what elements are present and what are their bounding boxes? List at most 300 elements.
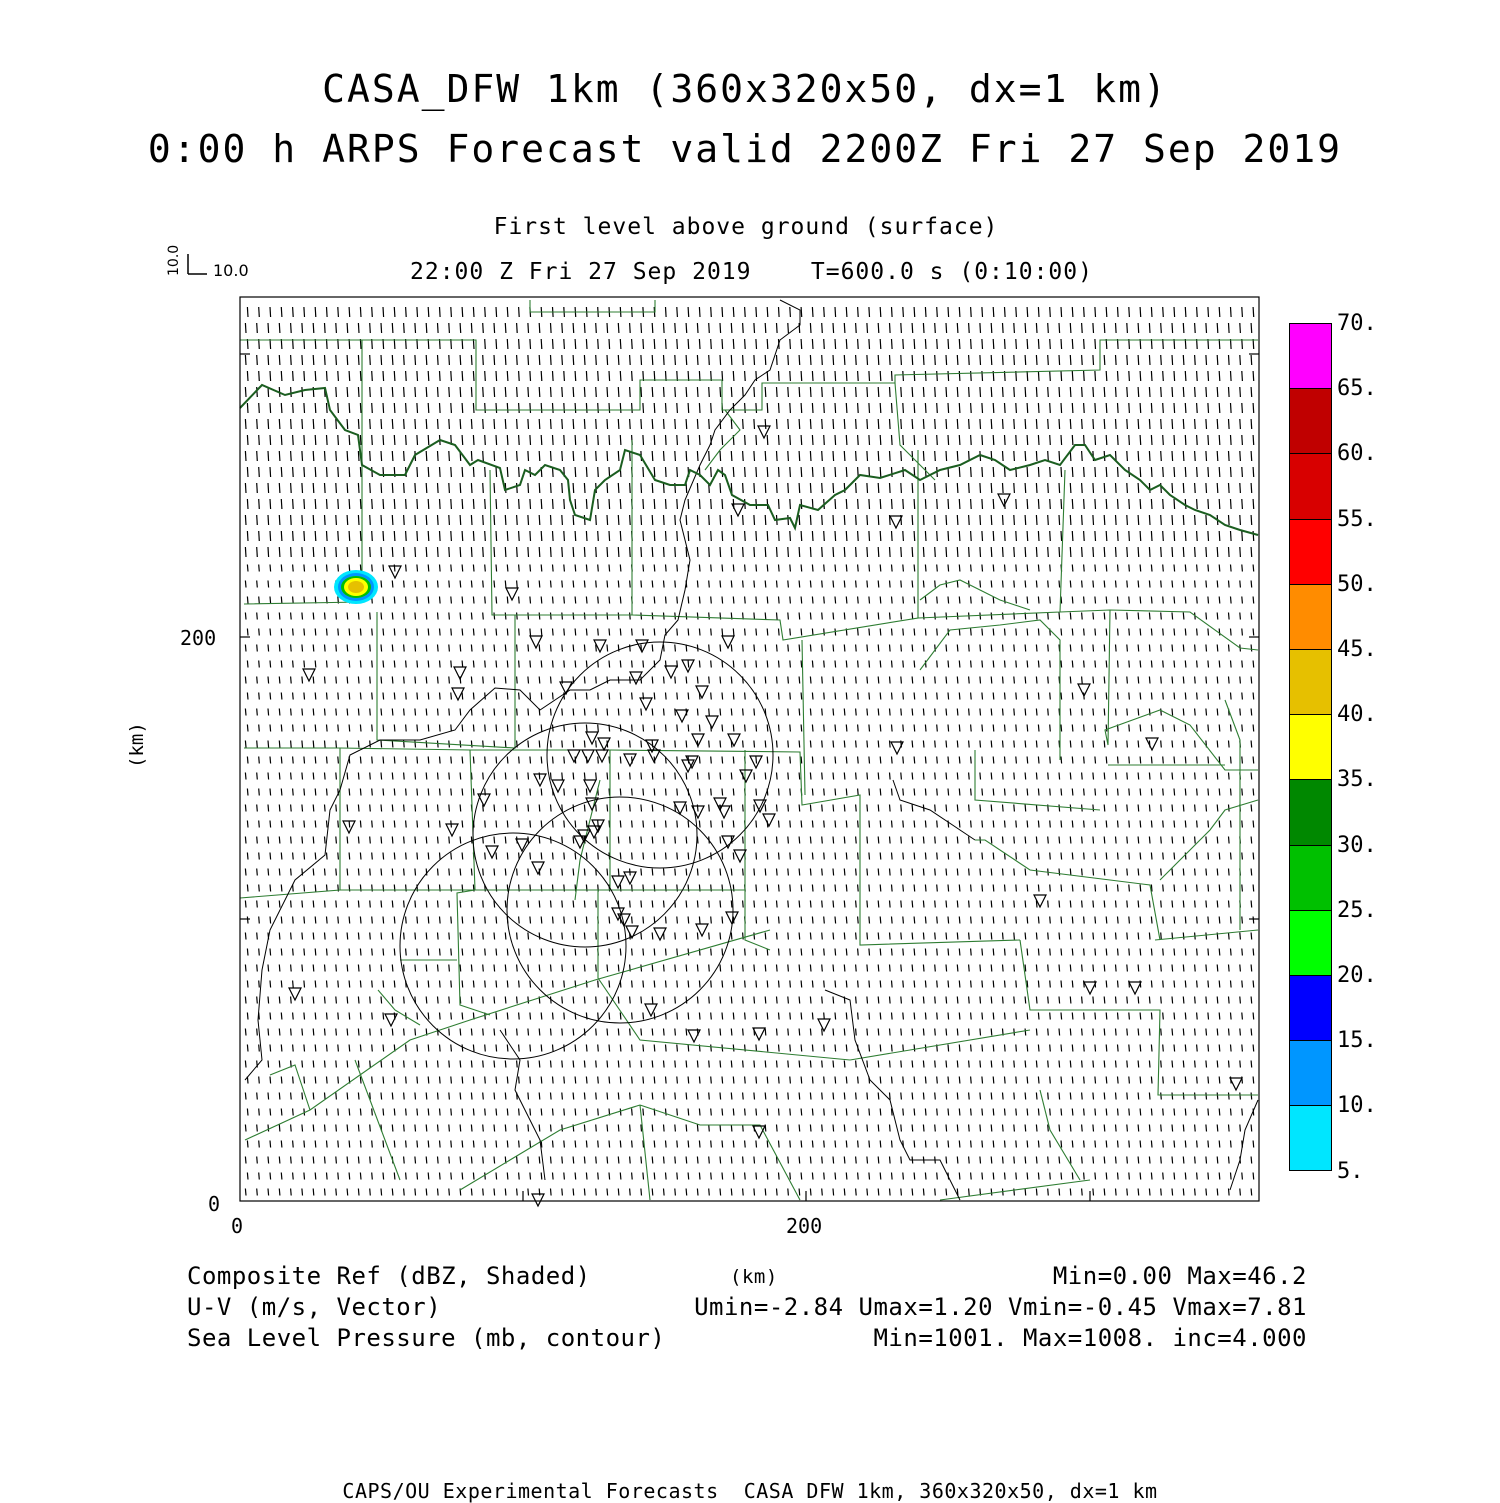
wind-vector <box>281 1109 282 1116</box>
wind-vector <box>880 789 881 796</box>
wind-vector <box>485 1045 486 1052</box>
wind-vector <box>507 1013 508 1020</box>
wind-vector <box>1185 629 1186 636</box>
wind-vector <box>937 403 938 413</box>
wind-vector <box>1219 1077 1220 1084</box>
wind-vector <box>1014 547 1015 557</box>
wind-vector <box>1050 499 1051 509</box>
wind-vector <box>790 821 791 828</box>
wind-vector <box>664 1189 665 1196</box>
wind-vector <box>709 901 710 908</box>
wind-vector <box>358 677 359 684</box>
wind-vector <box>1138 901 1139 908</box>
wind-vector <box>957 1093 958 1100</box>
wind-vector <box>1206 773 1207 780</box>
wind-vector <box>438 1189 439 1196</box>
wind-vector <box>1038 499 1039 509</box>
wind-vector <box>279 869 280 876</box>
wind-vector <box>291 805 292 812</box>
wind-vector <box>1208 435 1209 445</box>
wind-vector <box>767 757 768 764</box>
wind-vector <box>1036 741 1037 748</box>
wind-vector <box>483 515 484 525</box>
wind-vector <box>1163 757 1164 764</box>
wind-vector <box>620 1077 621 1084</box>
wind-vector <box>1070 741 1071 748</box>
wind-vector <box>279 997 280 1004</box>
wind-vector <box>257 997 258 1004</box>
wind-vector <box>1185 917 1186 924</box>
wind-vector <box>937 885 938 892</box>
wind-vector <box>630 837 631 844</box>
wind-vector <box>788 419 789 429</box>
wind-vector <box>1084 949 1085 956</box>
wind-vector <box>291 419 292 429</box>
wind-vector <box>982 1141 983 1148</box>
wind-vector <box>428 371 429 381</box>
wind-vector <box>438 1125 439 1132</box>
wind-vector <box>1174 917 1175 924</box>
wind-vector <box>643 1045 644 1052</box>
wind-vector <box>867 581 868 588</box>
wind-vector <box>1027 853 1028 860</box>
wind-vector <box>268 1189 269 1196</box>
wind-vector <box>878 419 879 429</box>
wind-vector <box>564 403 565 413</box>
wind-vector <box>494 645 495 652</box>
wind-vector <box>1059 613 1060 620</box>
wind-vector <box>358 419 359 429</box>
wind-vector <box>270 467 271 477</box>
wind-vector <box>381 483 382 493</box>
wind-vector <box>471 355 472 365</box>
wind-vector <box>596 837 597 844</box>
wind-vector <box>801 339 802 349</box>
wind-vector <box>1082 1029 1083 1036</box>
wind-vector <box>892 981 893 988</box>
wind-vector <box>1129 885 1130 892</box>
wind-vector <box>709 805 710 812</box>
wind-vector <box>586 981 587 988</box>
wind-vector <box>869 1109 870 1116</box>
wind-vector <box>485 403 486 413</box>
wind-vector <box>1027 371 1028 381</box>
wind-vector <box>496 853 497 860</box>
wind-vector <box>575 403 576 413</box>
wind-vector <box>969 1029 970 1036</box>
wind-vector <box>720 709 721 716</box>
wind-vector <box>937 1141 938 1148</box>
wind-vector <box>912 1029 913 1036</box>
wind-vector <box>313 709 314 716</box>
wind-vector <box>844 837 845 844</box>
wind-vector <box>494 1029 495 1036</box>
wind-vector <box>360 1141 361 1148</box>
wind-vector <box>471 451 472 461</box>
wind-vector <box>268 483 269 493</box>
wind-vector <box>360 499 361 509</box>
wind-vector <box>664 1061 665 1068</box>
wind-vector <box>485 757 486 764</box>
wind-vector <box>485 1141 486 1148</box>
wind-vector <box>528 451 529 461</box>
wind-vector <box>1038 661 1039 668</box>
wind-vector <box>1149 965 1150 972</box>
wind-vector <box>573 1029 574 1036</box>
wind-vector <box>880 917 881 924</box>
wind-vector <box>812 565 813 572</box>
wind-vector <box>1027 757 1028 764</box>
wind-vector <box>281 1013 282 1020</box>
wind-vector <box>686 451 687 461</box>
wind-vector <box>1061 1077 1062 1084</box>
wind-vector <box>969 997 970 1004</box>
wind-vector <box>281 467 282 477</box>
wind-vector <box>584 547 585 557</box>
wind-vector <box>1093 323 1094 333</box>
wind-vector <box>473 661 474 668</box>
wind-vector <box>709 709 710 716</box>
wind-vector <box>370 1061 371 1068</box>
wind-vector <box>392 741 393 748</box>
wind-vector <box>349 499 350 509</box>
wind-vector <box>1061 403 1062 413</box>
wind-vector <box>697 387 698 397</box>
wind-vector <box>677 1141 678 1148</box>
wind-vector <box>892 661 893 668</box>
wind-vector <box>1195 997 1196 1004</box>
wind-vector <box>1163 597 1164 604</box>
wind-vector <box>1027 821 1028 828</box>
wind-vector <box>867 355 868 365</box>
wind-vector <box>304 435 305 445</box>
wind-vector <box>392 1029 393 1036</box>
wind-vector <box>383 757 384 764</box>
wind-vector <box>959 885 960 892</box>
wind-vector <box>1208 629 1209 636</box>
wind-vector <box>1027 307 1028 317</box>
wind-vector <box>530 1173 531 1180</box>
wind-vector <box>641 869 642 876</box>
wind-vector <box>912 323 913 333</box>
wind-vector <box>982 339 983 349</box>
wind-vector <box>756 1013 757 1020</box>
wind-vector <box>1016 1109 1017 1116</box>
wind-vector <box>1093 613 1094 620</box>
wind-vector <box>630 1029 631 1036</box>
wind-vector <box>993 629 994 636</box>
wind-vector <box>688 1013 689 1020</box>
wind-vector <box>257 645 258 652</box>
wind-vector <box>1106 1013 1107 1020</box>
wind-vector <box>1116 997 1117 1004</box>
wind-vector <box>381 515 382 525</box>
wind-vector <box>957 645 958 652</box>
wind-vector <box>291 1029 292 1036</box>
wind-vector <box>404 1157 405 1164</box>
wind-vector <box>496 339 497 349</box>
wind-vector <box>980 323 981 333</box>
wind-vector <box>812 531 813 541</box>
wind-vector <box>507 435 508 445</box>
wind-vector <box>383 661 384 668</box>
wind-vector <box>1093 869 1094 876</box>
wind-vector <box>914 499 915 509</box>
wind-vector <box>856 677 857 684</box>
wind-vector <box>878 997 879 1004</box>
wind-vector <box>1208 467 1209 477</box>
wind-vector <box>1140 949 1141 956</box>
wind-vector <box>1242 403 1243 413</box>
wind-vector <box>733 949 734 956</box>
wind-vector <box>641 1029 642 1036</box>
wind-vector <box>1003 645 1004 652</box>
wind-vector <box>1014 709 1015 716</box>
wind-vector <box>347 805 348 812</box>
wind-vector <box>315 565 316 572</box>
wind-vector <box>833 901 834 908</box>
wind-vector <box>462 949 463 956</box>
wind-vector <box>779 1077 780 1084</box>
wind-vector <box>530 629 531 636</box>
wind-vector <box>914 531 915 541</box>
wind-vector <box>370 1029 371 1036</box>
wind-vector <box>584 1189 585 1196</box>
wind-vector <box>462 853 463 860</box>
wind-vector <box>505 355 506 365</box>
wind-vector <box>473 403 474 413</box>
wind-vector <box>347 997 348 1004</box>
wind-vector <box>1140 661 1141 668</box>
wind-vector <box>1072 1141 1073 1148</box>
wind-vector <box>1038 1173 1039 1180</box>
wind-vector <box>722 789 723 796</box>
wind-vector <box>1025 1061 1026 1068</box>
wind-vector <box>449 1189 450 1196</box>
wind-vector <box>259 499 260 509</box>
wind-vector <box>1208 917 1209 924</box>
wind-vector <box>485 597 486 604</box>
wind-vector <box>777 741 778 748</box>
wind-vector <box>279 965 280 972</box>
wind-vector <box>358 515 359 525</box>
wind-vector <box>562 1125 563 1132</box>
wind-vector <box>675 355 676 365</box>
wind-vector <box>901 837 902 844</box>
wind-vector <box>618 1189 619 1196</box>
wind-vector <box>586 467 587 477</box>
wind-vector <box>664 773 665 780</box>
wind-vector <box>553 917 554 924</box>
wind-vector <box>609 339 610 349</box>
wind-vector <box>381 677 382 684</box>
wind-vector <box>315 499 316 509</box>
wind-vector <box>969 1125 970 1132</box>
wind-vector <box>1183 901 1184 908</box>
wind-vector <box>948 597 949 604</box>
wind-vector <box>1197 661 1198 668</box>
wind-vector <box>1070 709 1071 716</box>
wind-vector <box>313 1061 314 1068</box>
wind-vector <box>812 1013 813 1020</box>
wind-vector <box>733 531 734 541</box>
wind-vector <box>812 1173 813 1180</box>
wind-vector <box>1195 677 1196 684</box>
wind-vector <box>880 435 881 445</box>
wind-vector <box>553 949 554 956</box>
wind-vector <box>858 853 859 860</box>
wind-vector <box>835 565 836 572</box>
wind-vector <box>1229 933 1230 940</box>
wind-vector <box>1172 997 1173 1004</box>
wind-vector <box>948 531 949 541</box>
wind-vector <box>844 355 845 365</box>
wind-vector <box>471 933 472 940</box>
wind-vector <box>268 1029 269 1036</box>
wind-vector <box>291 1125 292 1132</box>
wind-vector <box>1195 1061 1196 1068</box>
wind-vector <box>982 917 983 924</box>
wind-vector <box>327 789 328 796</box>
wind-vector <box>1183 547 1184 557</box>
wind-vector <box>948 371 949 381</box>
wind-vector <box>270 307 271 317</box>
wind-vector <box>1072 339 1073 349</box>
wind-vector <box>551 773 552 780</box>
wind-vector <box>867 997 868 1004</box>
wind-vector <box>1217 869 1218 876</box>
wind-vector <box>1197 629 1198 636</box>
wind-vector <box>867 419 868 429</box>
wind-vector <box>822 581 823 588</box>
wind-vector <box>1038 853 1039 860</box>
wind-vector <box>946 355 947 365</box>
wind-vector <box>360 725 361 732</box>
wind-vector <box>1174 307 1175 317</box>
wind-vector <box>788 773 789 780</box>
wind-vector <box>1048 709 1049 716</box>
wind-vector <box>982 499 983 509</box>
wind-vector <box>586 339 587 349</box>
wind-vector <box>925 403 926 413</box>
wind-vector <box>541 1045 542 1052</box>
wind-vector <box>745 981 746 988</box>
wind-vector <box>801 1013 802 1020</box>
wind-vector <box>844 1125 845 1132</box>
wind-vector <box>812 725 813 732</box>
wind-vector <box>257 901 258 908</box>
wind-vector <box>259 629 260 636</box>
wind-vector <box>1093 805 1094 812</box>
wind-vector <box>370 323 371 333</box>
wind-vector <box>664 515 665 525</box>
wind-vector <box>745 565 746 572</box>
wind-vector <box>483 1157 484 1164</box>
wind-vector <box>417 693 418 700</box>
wind-vector <box>417 917 418 924</box>
wind-vector <box>1116 483 1117 493</box>
wind-vector <box>247 1045 248 1052</box>
wind-vector <box>1172 805 1173 812</box>
wind-vector <box>1005 981 1006 988</box>
wind-vector <box>596 1093 597 1100</box>
wind-vector <box>858 917 859 924</box>
wind-vector <box>779 1109 780 1116</box>
wind-vector <box>281 885 282 892</box>
wind-vector <box>1219 853 1220 860</box>
wind-vector <box>573 581 574 588</box>
wind-vector <box>564 1141 565 1148</box>
wind-vector <box>880 629 881 636</box>
wind-vector <box>404 1061 405 1068</box>
wind-vector <box>496 981 497 988</box>
wind-vector <box>245 1029 246 1036</box>
wind-vector <box>428 1141 429 1148</box>
wind-vector <box>1253 467 1254 477</box>
wind-vector <box>485 467 486 477</box>
wind-vector <box>564 1173 565 1180</box>
wind-vector <box>564 531 565 541</box>
wind-vector <box>1082 869 1083 876</box>
wind-vector <box>720 837 721 844</box>
wind-vector <box>935 933 936 940</box>
wind-vector <box>1036 805 1037 812</box>
wind-vector <box>777 387 778 397</box>
wind-vector <box>541 565 542 572</box>
wind-vector <box>551 323 552 333</box>
wind-vector <box>799 677 800 684</box>
wind-vector <box>449 387 450 397</box>
wind-vector <box>325 645 326 652</box>
wind-vector <box>609 499 610 509</box>
wind-vector <box>473 693 474 700</box>
wind-vector <box>1229 1157 1230 1164</box>
wind-vector <box>449 933 450 940</box>
wind-vector <box>451 371 452 381</box>
wind-vector <box>903 403 904 413</box>
wind-vector <box>1161 613 1162 620</box>
wind-vector <box>1251 965 1252 972</box>
wind-vector <box>666 949 667 956</box>
wind-vector <box>1070 547 1071 557</box>
wind-vector <box>971 1045 972 1052</box>
wind-vector <box>471 323 472 333</box>
wind-vector <box>1061 499 1062 509</box>
wind-vector <box>937 371 938 381</box>
wind-vector <box>562 581 563 588</box>
wind-vector <box>347 677 348 684</box>
wind-vector <box>1050 693 1051 700</box>
wind-vector <box>268 869 269 876</box>
wind-vector <box>471 869 472 876</box>
wind-vector <box>426 837 427 844</box>
wind-vector <box>699 597 700 604</box>
wind-vector <box>551 709 552 716</box>
wind-vector <box>517 933 518 940</box>
wind-vector <box>428 1109 429 1116</box>
wind-vector <box>428 1077 429 1084</box>
wind-vector <box>586 597 587 604</box>
wind-vector <box>473 435 474 445</box>
wind-vector <box>471 645 472 652</box>
wind-vector <box>675 1093 676 1100</box>
wind-vector <box>799 419 800 429</box>
wind-vector <box>946 933 947 940</box>
wind-vector <box>890 997 891 1004</box>
wind-vector <box>1127 869 1128 876</box>
wind-vector <box>1242 565 1243 572</box>
wind-vector <box>1208 981 1209 988</box>
